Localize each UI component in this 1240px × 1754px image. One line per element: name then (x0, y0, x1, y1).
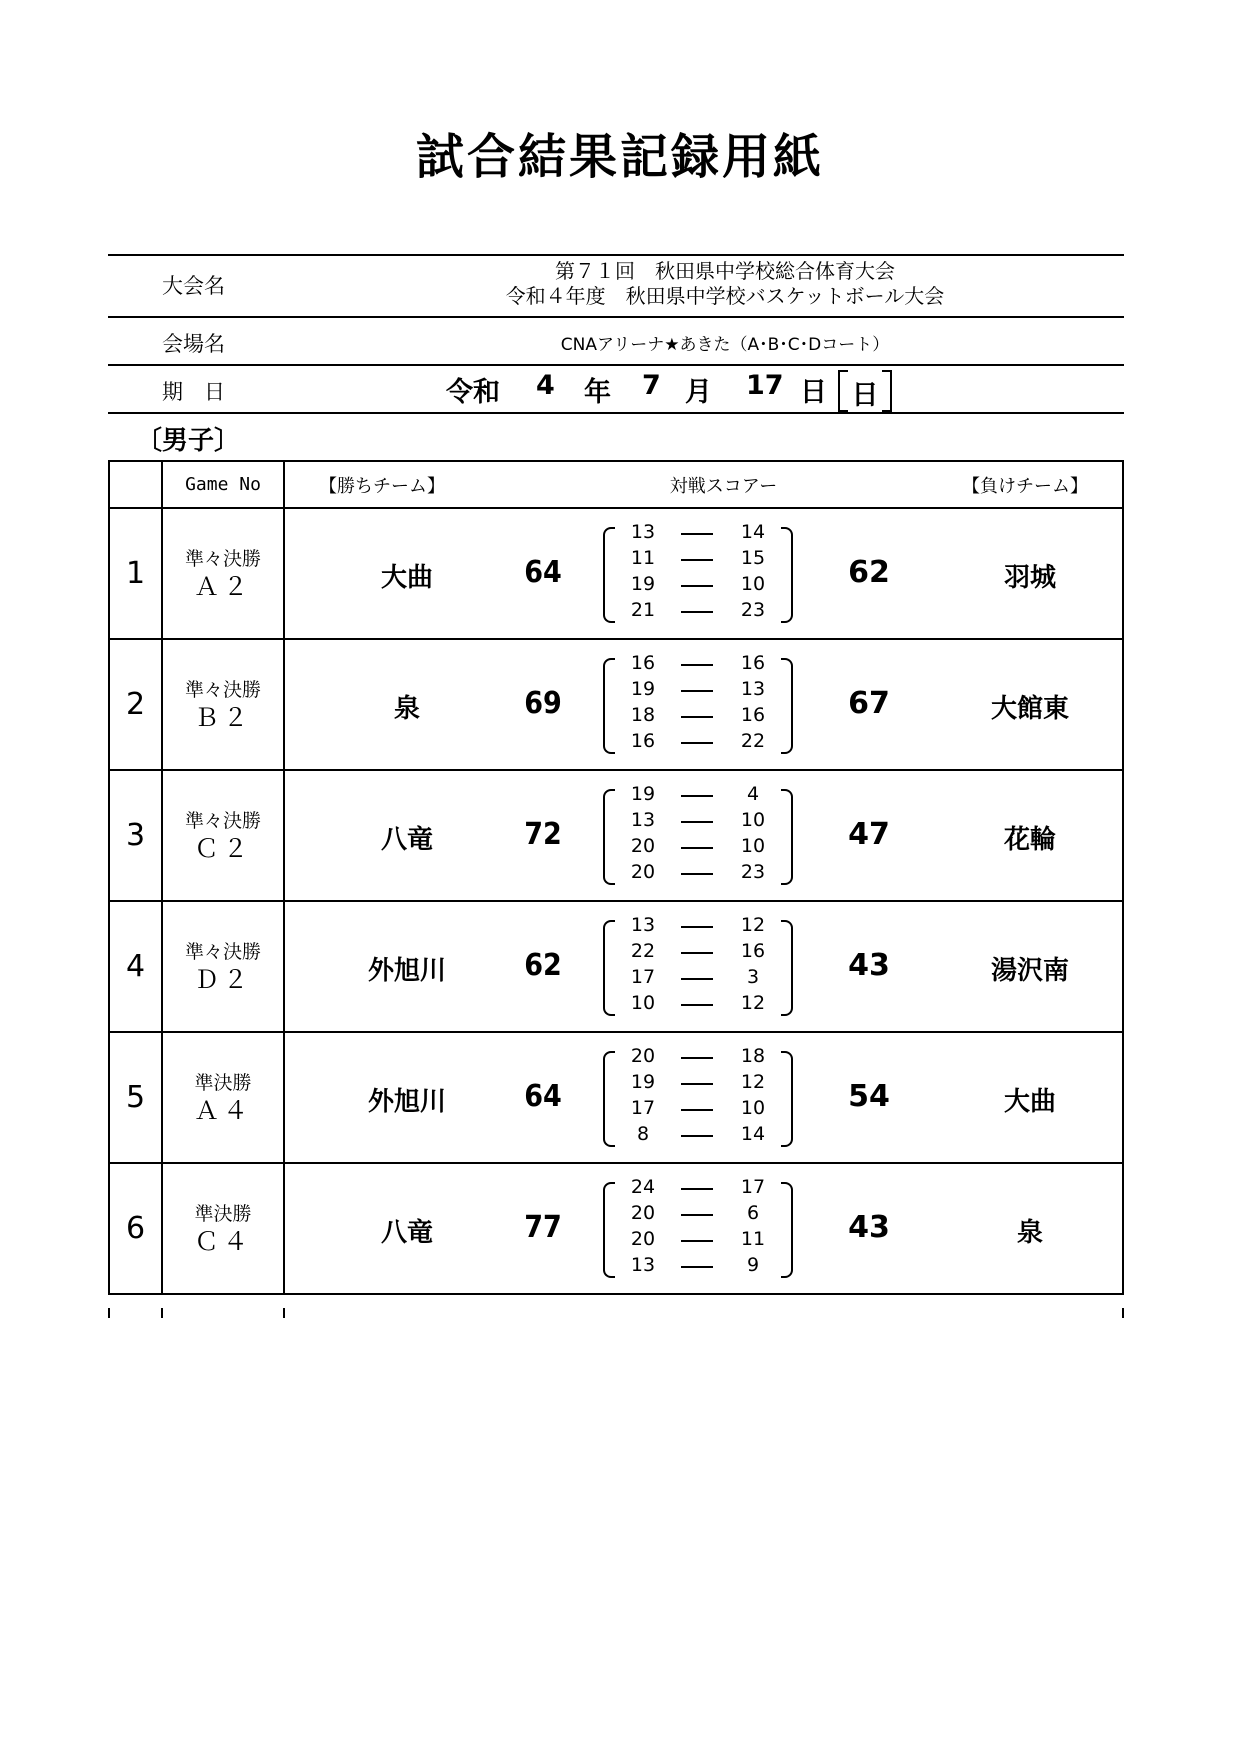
quarter-scores (603, 914, 793, 1024)
quarter-winner-points: 20 (630, 1228, 656, 1250)
quarter-score (623, 966, 773, 992)
match-cell (284, 1032, 1123, 1163)
loser-team: 大曲 (1003, 1087, 1056, 1117)
quarter-winner-points: 21 (630, 599, 656, 621)
quarter-winner-points: 13 (630, 521, 656, 543)
match-cell (284, 901, 1123, 1032)
quarter-winner-points: 11 (630, 547, 656, 569)
game-no-cell (162, 508, 284, 639)
table-row (109, 901, 1123, 1032)
row-number: 1 (109, 508, 162, 639)
bracket-right (781, 789, 793, 885)
row-number: 5 (109, 1032, 162, 1163)
quarter-loser-points: 17 (740, 1176, 766, 1198)
bracket-right (781, 920, 793, 1016)
winner-team: 八竜 (380, 825, 433, 855)
game-code: Ｄ２ (193, 964, 252, 994)
loser-total: 67 (848, 686, 890, 721)
dash (681, 821, 713, 823)
quarter-winner-points: 20 (630, 1202, 656, 1224)
match-cell (284, 639, 1123, 770)
winner-total: 64 (524, 1079, 562, 1114)
match-cell (284, 1163, 1123, 1294)
event-line-2: 令和４年度 秋田県中学校バスケットボール大会 (505, 284, 945, 308)
venue-label: 会場名 (162, 332, 225, 356)
quarter-winner-points: 8 (636, 1123, 650, 1145)
quarter-scores (603, 783, 793, 893)
bracket-right (781, 527, 793, 623)
quarter-loser-points: 10 (740, 809, 766, 831)
date-label: 期 日 (162, 380, 225, 404)
quarter-loser-points: 16 (740, 652, 766, 674)
quarter-score (623, 992, 773, 1018)
header-match (284, 461, 1123, 508)
dash (681, 716, 713, 718)
table-header-row (109, 461, 1123, 508)
quarter-winner-points: 22 (630, 940, 656, 962)
quarter-scores (603, 521, 793, 631)
event-name (330, 259, 1120, 309)
dash (681, 559, 713, 561)
dash (681, 1266, 713, 1268)
event-line-1: 第７１回 秋田県中学校総合体育大会 (555, 259, 895, 283)
table-row (109, 639, 1123, 770)
date-year: 4 (536, 370, 555, 401)
date-month: 7 (642, 370, 661, 401)
table-row (109, 770, 1123, 901)
quarter-score (623, 861, 773, 887)
quarter-winner-points: 20 (630, 835, 656, 857)
date-day: 17 (746, 370, 784, 401)
winner-team: 外旭川 (367, 956, 446, 986)
quarter-winner-points: 13 (630, 809, 656, 831)
winner-team: 大曲 (380, 563, 433, 593)
loser-total: 43 (848, 948, 890, 983)
date-day-unit: 日 (800, 377, 827, 408)
dash (681, 795, 713, 797)
dash (681, 533, 713, 535)
quarter-score (623, 1097, 773, 1123)
table-continuation (108, 1308, 1124, 1318)
quarter-winner-points: 20 (630, 861, 656, 883)
quarter-loser-points: 6 (746, 1202, 760, 1224)
bracket-left (603, 527, 615, 623)
round-name: 準々決勝 (184, 678, 261, 701)
quarter-loser-points: 10 (740, 573, 766, 595)
quarter-score (623, 1045, 773, 1071)
quarter-loser-points: 10 (740, 835, 766, 857)
game-no-cell (162, 901, 284, 1032)
quarter-scores (603, 652, 793, 762)
table-row (109, 1032, 1123, 1163)
quarter-score (623, 1176, 773, 1202)
date-year-unit: 年 (584, 377, 611, 408)
dash (681, 1188, 713, 1190)
row-number: 6 (109, 1163, 162, 1294)
quarter-loser-points: 23 (740, 861, 766, 883)
quarter-loser-points: 11 (740, 1228, 766, 1250)
dash (681, 1004, 713, 1006)
bracket-left (603, 920, 615, 1016)
quarter-score (623, 914, 773, 940)
match-cell (284, 770, 1123, 901)
quarter-loser-points: 18 (740, 1045, 766, 1067)
quarter-score (623, 1071, 773, 1097)
game-no-cell (162, 770, 284, 901)
quarter-score (623, 1254, 773, 1280)
page-title: 試合結果記録用紙 (415, 129, 824, 185)
date-month-unit: 月 (685, 377, 712, 408)
quarter-winner-points: 19 (630, 573, 656, 595)
quarter-loser-points: 12 (740, 914, 766, 936)
dash (681, 1135, 713, 1137)
quarter-loser-points: 4 (746, 783, 760, 805)
table-row (109, 1163, 1123, 1294)
quarter-loser-points: 12 (740, 1071, 766, 1093)
quarter-score (623, 730, 773, 756)
quarter-loser-points: 12 (740, 992, 766, 1014)
quarter-winner-points: 13 (630, 1254, 656, 1276)
bracket-left (603, 789, 615, 885)
game-no-cell (162, 1163, 284, 1294)
quarter-score (623, 704, 773, 730)
quarter-winner-points: 17 (630, 1097, 656, 1119)
dash (681, 1109, 713, 1111)
loser-team: 花輪 (1003, 825, 1056, 855)
quarter-loser-points: 13 (740, 678, 766, 700)
quarter-winner-points: 19 (630, 1071, 656, 1093)
table-row (109, 508, 1123, 639)
quarter-score (623, 1123, 773, 1149)
results-table (108, 460, 1124, 1295)
bracket-left (603, 1051, 615, 1147)
quarter-loser-points: 14 (740, 521, 766, 543)
loser-total: 54 (848, 1079, 890, 1114)
loser-total: 47 (848, 817, 890, 852)
event-label: 大会名 (162, 274, 225, 298)
quarter-loser-points: 9 (746, 1254, 760, 1276)
bracket-right (781, 1182, 793, 1278)
round-name: 準決勝 (194, 1202, 252, 1225)
dash (681, 1214, 713, 1216)
header-winner: 【勝ちチーム】 (319, 475, 445, 497)
quarter-winner-points: 19 (630, 678, 656, 700)
divider (108, 412, 1124, 414)
quarter-score (623, 573, 773, 599)
game-code: Ａ４ (193, 1095, 252, 1125)
quarter-loser-points: 16 (740, 940, 766, 962)
divider (108, 364, 1124, 366)
game-code: Ａ２ (193, 571, 252, 601)
dash (681, 742, 713, 744)
bracket-right (781, 1051, 793, 1147)
quarter-winner-points: 16 (630, 730, 656, 752)
weekday: 日 (851, 380, 879, 411)
winner-total: 64 (524, 555, 562, 590)
quarter-loser-points: 23 (740, 599, 766, 621)
loser-team: 泉 (1016, 1218, 1043, 1248)
quarter-scores (603, 1176, 793, 1286)
dash (681, 585, 713, 587)
winner-total: 77 (524, 1210, 562, 1245)
quarter-winner-points: 24 (630, 1176, 656, 1198)
quarter-winner-points: 17 (630, 966, 656, 988)
dash (681, 611, 713, 613)
quarter-score (623, 521, 773, 547)
section-heading: 〔男子〕 (136, 426, 241, 456)
dash (681, 978, 713, 980)
quarter-score (623, 599, 773, 625)
quarter-loser-points: 15 (740, 547, 766, 569)
game-code: Ｃ２ (193, 833, 252, 863)
header-game-no: Game No (162, 461, 284, 508)
quarter-loser-points: 22 (740, 730, 766, 752)
dash (681, 690, 713, 692)
quarter-score (623, 652, 773, 678)
quarter-loser-points: 16 (740, 704, 766, 726)
quarter-loser-points: 10 (740, 1097, 766, 1119)
header-number (109, 461, 162, 508)
winner-total: 72 (524, 817, 562, 852)
quarter-score (623, 547, 773, 573)
winner-total: 62 (524, 948, 562, 983)
quarter-score (623, 809, 773, 835)
row-number: 4 (109, 901, 162, 1032)
quarter-score (623, 1228, 773, 1254)
divider (108, 254, 1124, 256)
dash (681, 847, 713, 849)
divider (108, 316, 1124, 318)
bracket-left (603, 1182, 615, 1278)
game-no-cell (162, 639, 284, 770)
dash (681, 873, 713, 875)
round-name: 準々決勝 (184, 547, 261, 570)
quarter-winner-points: 20 (630, 1045, 656, 1067)
quarter-winner-points: 19 (630, 783, 656, 805)
dash (681, 1057, 713, 1059)
quarter-winner-points: 10 (630, 992, 656, 1014)
dash (681, 1083, 713, 1085)
game-code: Ｃ４ (193, 1226, 252, 1256)
dash (681, 926, 713, 928)
match-cell (284, 508, 1123, 639)
loser-team: 湯沢南 (990, 956, 1069, 986)
winner-team: 泉 (393, 694, 420, 724)
quarter-winner-points: 18 (630, 704, 656, 726)
quarter-score (623, 1202, 773, 1228)
quarter-loser-points: 14 (740, 1123, 766, 1145)
header-score: 対戦スコアー (669, 475, 778, 497)
quarter-scores (603, 1045, 793, 1155)
bracket-right (781, 658, 793, 754)
header-loser: 【負けチーム】 (962, 475, 1088, 497)
game-no-cell (162, 1032, 284, 1163)
dash (681, 664, 713, 666)
quarter-score (623, 835, 773, 861)
winner-team: 八竜 (380, 1218, 433, 1248)
round-name: 準々決勝 (184, 809, 261, 832)
round-name: 準決勝 (194, 1071, 252, 1094)
quarter-loser-points: 3 (746, 966, 760, 988)
quarter-winner-points: 16 (630, 652, 656, 674)
quarter-score (623, 940, 773, 966)
bracket-left (603, 658, 615, 754)
game-code: Ｂ２ (193, 702, 252, 732)
dash (681, 952, 713, 954)
quarter-score (623, 678, 773, 704)
quarter-winner-points: 13 (630, 914, 656, 936)
round-name: 準々決勝 (184, 940, 261, 963)
quarter-score (623, 783, 773, 809)
weekday-box (838, 370, 892, 412)
winner-team: 外旭川 (367, 1087, 446, 1117)
winner-total: 69 (524, 686, 562, 721)
loser-team: 羽城 (1003, 563, 1056, 593)
venue-value: CNAアリーナ★あきた（A･B･C･Dコート） (560, 335, 890, 355)
loser-team: 大館東 (990, 694, 1069, 724)
date-era: 令和 (446, 377, 500, 408)
dash (681, 1240, 713, 1242)
row-number: 2 (109, 639, 162, 770)
loser-total: 43 (848, 1210, 890, 1245)
loser-total: 62 (848, 555, 890, 590)
row-number: 3 (109, 770, 162, 901)
